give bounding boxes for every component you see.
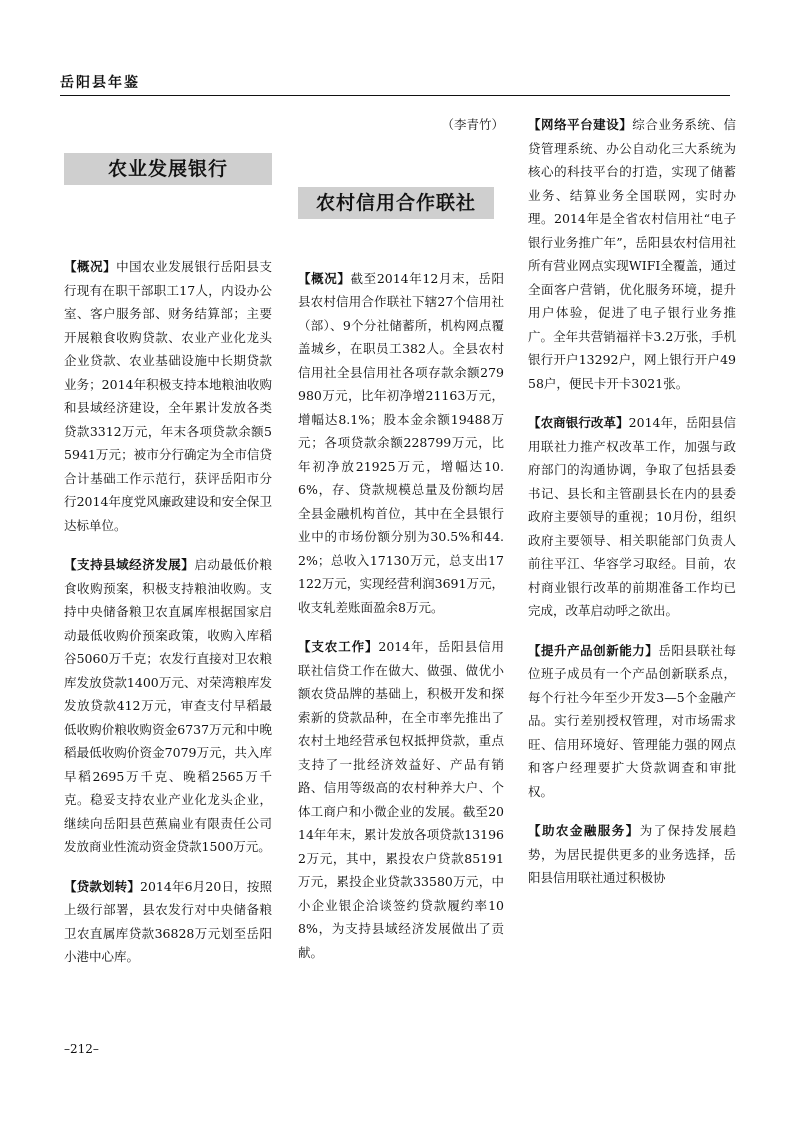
- rcc-network-lead: 【网络平台建设】: [528, 117, 633, 132]
- abc-support-paragraph: [64, 553, 272, 859]
- rcc-overview-text: 截至2014年12月末，岳阳县农村信用合作联社下辖27个信用社（部）、9个分社储蓄所，机构网点覆盖城乡，在职员工382人。全县农村信用社全县信用社各项存款余额279980万元，比年初净增21163万元，增幅达8.1%；股本金余额19488万元；各项贷款余额228799万元，比年初净放21925万元，增幅达10.6%，存、贷款规模总量及份额均居全县金融机构首位，其中在全县银行业中的市场份额分别为30.5%和44.2%；总收入17130万元，总支出17122万元，实现经营利润3691万元，收支轧差账面盈余8万元。: [298, 270, 504, 615]
- abc-transfer-paragraph: [64, 875, 272, 969]
- section-heading-abc: 农业发展银行: [64, 153, 272, 185]
- abc-overview-lead: 【概况】: [64, 259, 117, 274]
- column-1: [64, 113, 272, 969]
- rcc-network-text: 综合业务系统、信贷管理系统、办公自动化三大系统为核心的科技平台的打造，实现了储蓄业务、结算业务全国联网，实时办理。2014年是全省农村信用社“电子银行业务推广年”，岳阳县农村信用社所有营业网点实现WIFI全覆盖，通过全面客户营销，优化服务环境，提升用户体验，促进了电子银行业务推广。全年共营销福祥卡3.2万张，手机银行开户13292户，网上银行开户4958户，便民卡开卡3021张。: [528, 117, 736, 391]
- column-3: [528, 113, 736, 890]
- abc-transfer-lead: 【贷款划转】: [64, 878, 140, 894]
- abc-transfer-text: 2014年6月20日，按照上级行部署，县农发行对中央储备粮卫农直属库贷款36828万元划至岳阳小港中心库。: [64, 878, 272, 964]
- rcc-service-text: 为了保持发展趋势，为居民提供更多的业务选择，岳阳县信用联社通过积极协: [528, 823, 736, 885]
- rcc-overview-paragraph: [298, 267, 504, 620]
- rcc-service-paragraph: [528, 819, 736, 890]
- rcc-reform-lead: 【农商银行改革】: [528, 415, 629, 430]
- section-heading-rcc: 农村信用合作联社: [298, 187, 494, 219]
- rcc-agri-text: 2014年，岳阳县信用联社信贷工作在做大、做强、做优小额农贷品牌的基础上，积极开发和探索新的贷款品种，在全市率先推出了农村土地经营承包权抵押贷款，重点支持了一批经济效益好、产品有销路、信用等级高的农村种养大户、个体工商户和小微企业的发展。截至2014年年末，累计发放各项贷款131962万元，其中，累投农户贷款85191万元，累投企业贷款33580万元，中小企业银企洽谈签约贷款履约率108%，为支持县域经济发展做出了贡献。: [298, 639, 504, 960]
- column-2: [298, 113, 504, 964]
- page-number: –212–: [64, 1042, 99, 1056]
- rcc-agri-paragraph: [298, 635, 504, 964]
- rcc-service-lead: 【助农金融服务】: [528, 823, 640, 838]
- abc-support-lead: 【支持县域经济发展】: [64, 557, 195, 572]
- abc-support-text: 启动最低价粮食收购预案，积极支持粮油收购。支持中央储备粮卫农直属库根据国家启动最低收购价预案政策，收购入库稻谷5060万千克；农发行直接对卫农粮库发放贷款1400万元、对荣湾粮库发发放贷款412万元，审查支付早稻最低收购价粮收购资金6737万元和中晚稻最低收购价资金7079万元，共入库早稻2695万千克、晚稻2565万千克。稳妥支持农业产业化龙头企业，继续向岳阳县芭蕉扁业有限责任公司发放商业性流动资金贷款1500万元。: [64, 557, 272, 854]
- rcc-reform-text: 2014年，岳阳县信用联社力推产权改革工作，加强与政府部门的沟通协调，争取了包括县委书记、县长和主管副县长在内的县委政府主要领导的重视；10月份，组织政府主要领导、相关职能部门负责人前往平江、华容学习取经。目前，农村商业银行改革的前期准备工作均已完成，改革启动呼之欲出。: [528, 415, 736, 618]
- running-header-title: 岳阳县年鉴: [60, 75, 140, 91]
- rcc-innovation-paragraph: [528, 639, 736, 804]
- rcc-innovation-lead: 【提升产品创新能力】: [528, 642, 659, 658]
- rcc-agri-lead: 【支农工作】: [298, 639, 379, 654]
- rcc-innovation-text: 岳阳县联社每位班子成员有一个产品创新联系点，每个行社今年至少开发3—5个金融产品。实行差别授权管理，对市场需求旺、信用环境好、管理能力强的网点和客户经理要扩大贷款调查和审批权。: [528, 642, 736, 799]
- header-rule: [60, 95, 730, 96]
- abc-overview-paragraph: [64, 255, 272, 537]
- abc-overview-text: 中国农业发展银行岳阳县支行现有在职干部职工17人，内设办公室、客户服务部、财务结算部；主要开展粮食收购贷款、农业产业化龙头企业贷款、农业基础设施中长期贷款业务；2014年积极支持本地粮油收购和县域经济建设，全年累计发放各类贷款3312万元，年末各项贷款余额55941万元；被市分行确定为全市信贷合计基础工作示范行，获评岳阳市分行2014年度党风廉政建设和安全保卫达标单位。: [64, 259, 272, 533]
- rcc-overview-lead: 【概况】: [298, 270, 351, 286]
- rcc-reform-paragraph: [528, 411, 736, 623]
- rcc-network-paragraph: [528, 113, 736, 395]
- abc-byline: （李青竹）: [441, 117, 504, 132]
